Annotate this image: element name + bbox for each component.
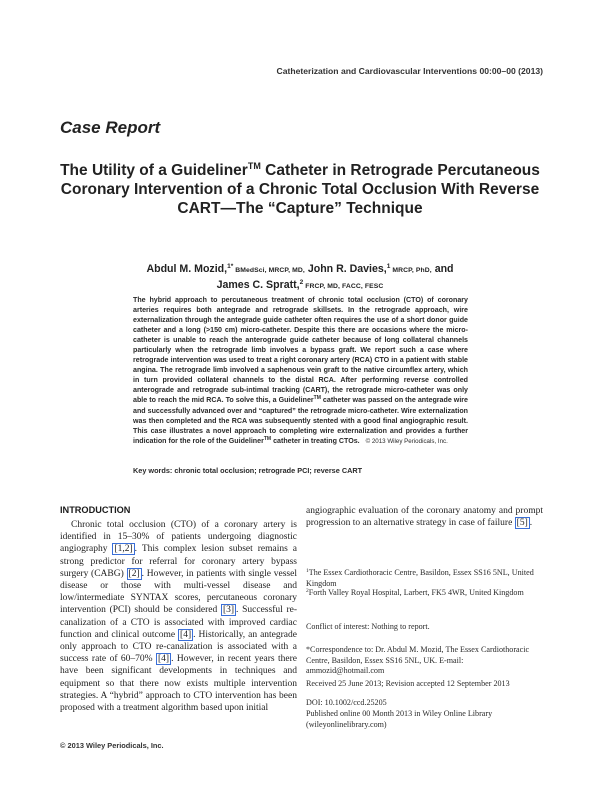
author-name: James C. Spratt, [216,279,300,291]
footer-copyright: © 2013 Wiley Periodicals, Inc. [60,741,164,750]
abstract-text: catheter was passed on the antegrade wire and successfully advanced over and “captured” the retrograde micro-catheter. Wire externalization was then completed and the RCA was subsequently stented with a good final angiographic result. This case illustrates a novel approach to completing wire externalization and provides a further indication for the role of the Guideliner [133,396,468,445]
citation-link[interactable]: [2] [128,568,140,579]
body-text: . Historically, an antegrade only approach to CTO re-canalization is associated with a success rate of 60–70% [60,629,297,665]
body-text: . This complex lesion subset remains a strong predictor for referral for coronary artery bypass surgery (CABG) [60,544,297,579]
author-conjunction: and [431,263,454,275]
abstract-copyright: © 2013 Wiley Periodicals, Inc. [365,437,448,445]
affiliation-2 [306,588,543,599]
author-line-2 [60,278,540,294]
body-text: angiographic evaluation of the coronary anatomy and prompt progression to an alternative strategy in case of failure [306,506,543,529]
conflict-of-interest: Conflict of interest: Nothing to report. [306,622,430,631]
journal-header: Catheterization and Cardiovascular Interventions 00:00–00 (2013) [276,66,543,76]
author-list [60,262,540,294]
citation-link[interactable]: [3] [222,605,235,616]
body-text: Chronic total occlusion (CTO) of a coronary artery is identified in 15–30% of patients undergoing diagnostic angiography [60,520,297,555]
affiliation-text: Forth Valley Royal Hospital, Larbert, FK5 4WR, United Kingdom [308,588,524,597]
doi: DOI: 10.1002/ccd.25205 [306,698,387,707]
author-credentials: MRCP, PhD, [390,267,432,274]
article-title [60,161,540,218]
affiliation-mark: 2 [306,588,309,594]
author-name: Abdul M. Mozid, [146,263,228,275]
abstract-text: The hybrid approach to percutaneous treatment of chronic total occlusion (CTO) of coronary arteries requires both antegrade and retrograde skillsets. In the retrograde approach, wire externalization through the antegrade guide catheter often requires the use of a short donor guide catheter and a long (>150 cm) micro-catheter. Despite this there are occasions where the micro-catheter is unable to reach the anterograde guide catheter because of long collateral channels particularly when the retrograde limb involves a bypass graft. We report such a case where retrograde intervention was used to treat a right coronary artery (RCA) CTO in a patient with stable angina. The retrograde limb involved a saphenous vein graft to the native circumflex artery, which in turn provided collateral channels to the distal RCA. After performing reverse controlled anterograde and retrograde sub-intimal tracking (CART), the retrograde micro-catheter was only able to reach the mid RCA. To solve this, a Guideliner [133,296,468,405]
abstract-trademark: TM [313,395,321,402]
title-trademark: TM [247,161,261,171]
citation-link[interactable]: [1,2] [114,544,133,555]
citation-link[interactable]: [4] [180,629,192,640]
publisher-site: (wileyonlinelibrary.com) [306,720,387,729]
author-affiliation-mark: 2 [299,279,304,286]
body-text: . Successful re-canalization of a CTO is associated with improved cardiac function and clinical outcome [60,605,297,640]
published-online: Published online 00 Month 2013 in Wiley Online Library [306,709,493,718]
body-column-right [306,505,543,529]
author-affiliation-mark: 1* [227,263,234,270]
body-text: . [529,518,533,529]
title-part-2: Catheter in Retrograde Percutaneous Coronary Intervention of a Chronic Total Occlusion With Reverse CART—The “Capture” Technique [60,162,540,217]
introduction-paragraph [60,519,297,714]
author-credentials: BMedSci, MRCP, MD, [233,267,305,274]
author-affiliation-mark: 1 [386,263,391,270]
author-credentials: FRCP, MD, FACC, FESC [303,283,384,290]
author-name: John R. Davies, [304,263,387,275]
title-part-1: The Utility of a Guideliner [60,162,248,179]
abstract-text: catheter in treating CTOs. [271,436,360,445]
introduction-paragraph-continued [306,505,543,529]
body-column-left [60,519,297,714]
body-text: . However, in patients with single vessel disease or those with multi-vessel disease and low/intermediate SYNTAX scores, percutaneous coronary intervention (PCI) should be considered [60,568,297,616]
abstract [133,295,468,447]
introduction-heading: INTRODUCTION [60,505,131,515]
citation-link[interactable]: [5] [516,518,528,529]
correspondence-note: *Correspondence to: Dr. Abdul M. Mozid, The Essex Cardiothoracic Centre, Basildon, Essex SS16 5NL, UK. E-mail: ammozid@hotmail.com [306,645,530,676]
citation-link[interactable]: [4] [158,654,170,665]
affiliation-text: The Essex Cardiothoracic Centre, Basildon, Essex SS16 5NL, United Kingdom [306,568,534,588]
affiliation-mark: 1 [306,568,309,574]
section-label: Case Report [60,118,161,137]
author-line-1 [60,262,540,278]
received-date: Received 25 June 2013; Revision accepted 12 September 2013 [306,679,510,688]
affiliation-1 [306,568,543,589]
keywords: Key words: chronic total occlusion; retrograde PCI; reverse CART [133,466,363,475]
body-text: . However, in recent years there have been significant developments in techniques and equipment so that there now exists multiple intervention strategies. A “hybrid” approach to CTO intervention has been proposed with a treatment algorithm based upon initial [60,654,297,714]
abstract-trademark: TM [263,435,272,442]
